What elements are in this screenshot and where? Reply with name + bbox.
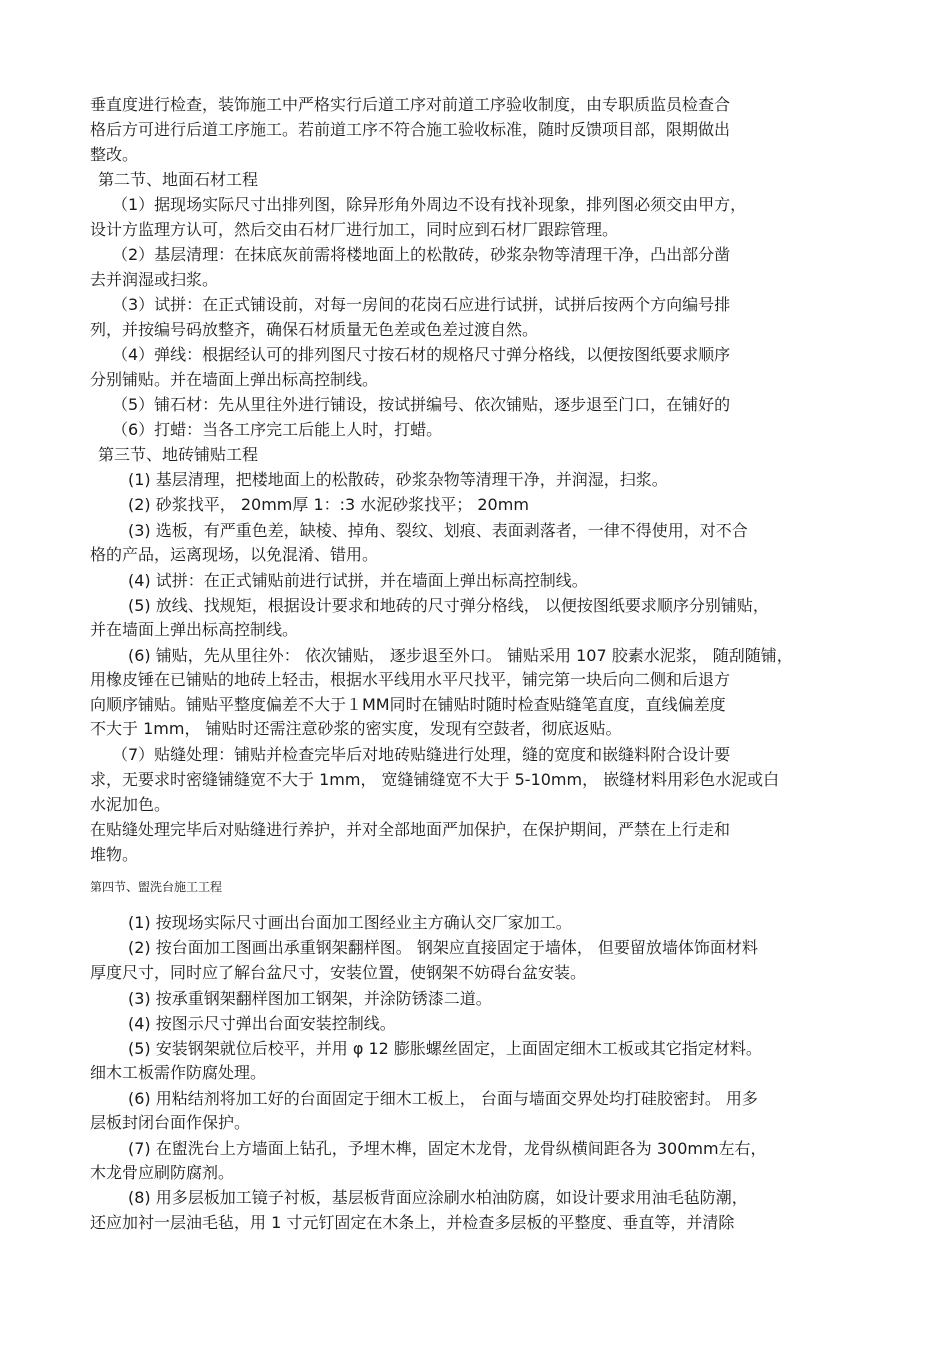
text-line: 去并润湿或扫浆。 [90, 270, 219, 289]
text-line: 整改。 [90, 145, 139, 164]
text-line: （2）基层清理：在抹底灰前需将楼地面上的松散砖，砂浆杂物等清理干净，凸出部分凿 [112, 245, 731, 264]
text-line: 不大于 1mm， 铺贴时还需注意砂浆的密实度，发现有空鼓者，彻底返贴。 [90, 719, 622, 738]
text-line: （1）据现场实际尺寸出排列图，除异形角外周边不设有找补现象，排列图必须交由甲方， [112, 195, 747, 214]
text-line: 层板封闭台面作保护。 [90, 1113, 251, 1132]
text-line: （3）试拼：在正式铺设前，对每一房间的花岗石应进行试拼，试拼后按两个方向编号排 [112, 295, 731, 314]
text-line: （7）贴缝处理：铺贴并检查完毕后对地砖贴缝进行处理，缝的宽度和嵌缝料附合设计要 [112, 745, 731, 764]
text-line: 用橡皮锤在已铺贴的地砖上轻击，根据水平线用水平尺找平，铺完第一块后向二侧和后退方 [90, 670, 731, 689]
text-line: (3) 按承重钢架翻样图加工钢架，并涂防锈漆二道。 [128, 989, 492, 1008]
section-heading: 第四节、盥洗台施工工程 [90, 880, 223, 894]
text-line: 堆物。 [90, 845, 139, 864]
text-line: 格后方可进行后道工序施工。若前道工序不符合施工验收标准，随时反馈项目部，限期做出 [90, 120, 731, 139]
text-line: 木龙骨应刷防腐剂。 [90, 1163, 235, 1182]
text-line: 厚度尺寸，同时应了解台盆尺寸，安装位置，使钢架不妨碍台盆安装。 [90, 963, 587, 982]
text-line: (1) 基层清理，把楼地面上的松散砖，砂浆杂物等清理干净，并润湿，扫浆。 [128, 470, 668, 489]
text-line: （5）铺石材：先从里往外进行铺设，按试拼编号、依次铺贴，逐步退至门口，在铺好的 [112, 395, 731, 414]
text-line: 设计方监理方认可，然后交由石材厂进行加工，同时应到石材厂跟踪管理。 [90, 220, 619, 239]
text-line: (2) 按台面加工图画出承重钢架翻样图。 钢架应直接固定于墙体， 但要留放墙体饰面材料 [128, 938, 758, 957]
text-line: (1) 按现场实际尺寸画出台面加工图经业主方确认交厂家加工。 [128, 913, 572, 932]
text-line: 在贴缝处理完毕后对贴缝进行养护，并对全部地面严加保护，在保护期间，严禁在上行走和 [90, 820, 731, 839]
text-line: 格的产品，运离现场，以免混淆、错用。 [90, 545, 379, 564]
text-line: 分别铺贴。并在墙面上弹出标高控制线。 [90, 370, 379, 389]
section-heading: 第二节、地面石材工程 [98, 170, 259, 189]
text-line: (4) 按图示尺寸弹出台面安装控制线。 [128, 1014, 396, 1033]
text-line: (7) 在盥洗台上方墙面上钻孔，予埋木榫，固定木龙骨，龙骨纵横间距各为 300mm左右， [128, 1139, 767, 1158]
text-line: 细木工板需作防腐处理。 [90, 1063, 267, 1082]
text-line: (3) 选板，有严重色差，缺棱、掉角、裂纹、划痕、表面剥落者，一律不得使用，对不合 [128, 521, 748, 540]
text-line: 还应加衬一层油毛毡，用 1 寸元钉固定在木条上，并检查多层板的平整度、垂直等，并清除 [90, 1213, 735, 1232]
text-line: (4) 试拼：在正式铺贴前进行试拼，并在墙面上弹出标高控制线。 [128, 571, 588, 590]
text-line: 垂直度进行检查，装饰施工中严格实行后道工序对前道工序验收制度，由专职质监员检查合 [90, 95, 731, 114]
text-line: 并在墙面上弹出标高控制线。 [90, 620, 299, 639]
text-line: （4）弹线：根据经认可的排列图尺寸按石材的规格尺寸弹分格线，以便按图纸要求顺序 [112, 345, 731, 364]
text-line: (5) 放线、找规矩，根据设计要求和地砖的尺寸弹分格线， 以便按图纸要求顺序分别铺贴， [128, 596, 769, 615]
text-line: 水泥加色。 [90, 795, 171, 814]
text-line: （6）打蜡：当各工序完工后能上人时，打蜡。 [112, 420, 443, 439]
section-heading: 第三节、地砖铺贴工程 [98, 445, 259, 464]
text-line: 向顺序铺贴。铺贴平整度偏差不大于１MM同时在铺贴时随时检查贴缝笔直度，直线偏差度 [90, 695, 726, 714]
text-line: (5) 安装钢架就位后校平，并用 φ 12 膨胀螺丝固定，上面固定细木工板或其它指定材料。 [128, 1039, 762, 1058]
text-line: (8) 用多层板加工镜子衬板，基层板背面应涂刷水柏油防腐，如设计要求用油毛毡防潮， [128, 1188, 748, 1207]
text-line: 求，无要求时密缝铺缝宽不大于 1mm， 宽缝铺缝宽不大于 5-10mm， 嵌缝材料用彩色水泥或白 [90, 770, 780, 789]
text-line: (6) 铺贴，先从里往外： 依次铺贴， 逐步退至外口。 铺贴采用 107 胶素水泥浆， 随刮随铺， [128, 646, 793, 665]
text-line: (6) 用粘结剂将加工好的台面固定于细木工板上， 台面与墙面交界处均打硅胶密封。 用多 [128, 1089, 758, 1108]
text-line: 列，并按编号码放整齐，确保石材质量无色差或色差过渡自然。 [90, 320, 539, 339]
text-line: (2) 砂浆找平， 20mm厚 1：:3 水泥砂浆找平； 20mm [128, 495, 529, 514]
